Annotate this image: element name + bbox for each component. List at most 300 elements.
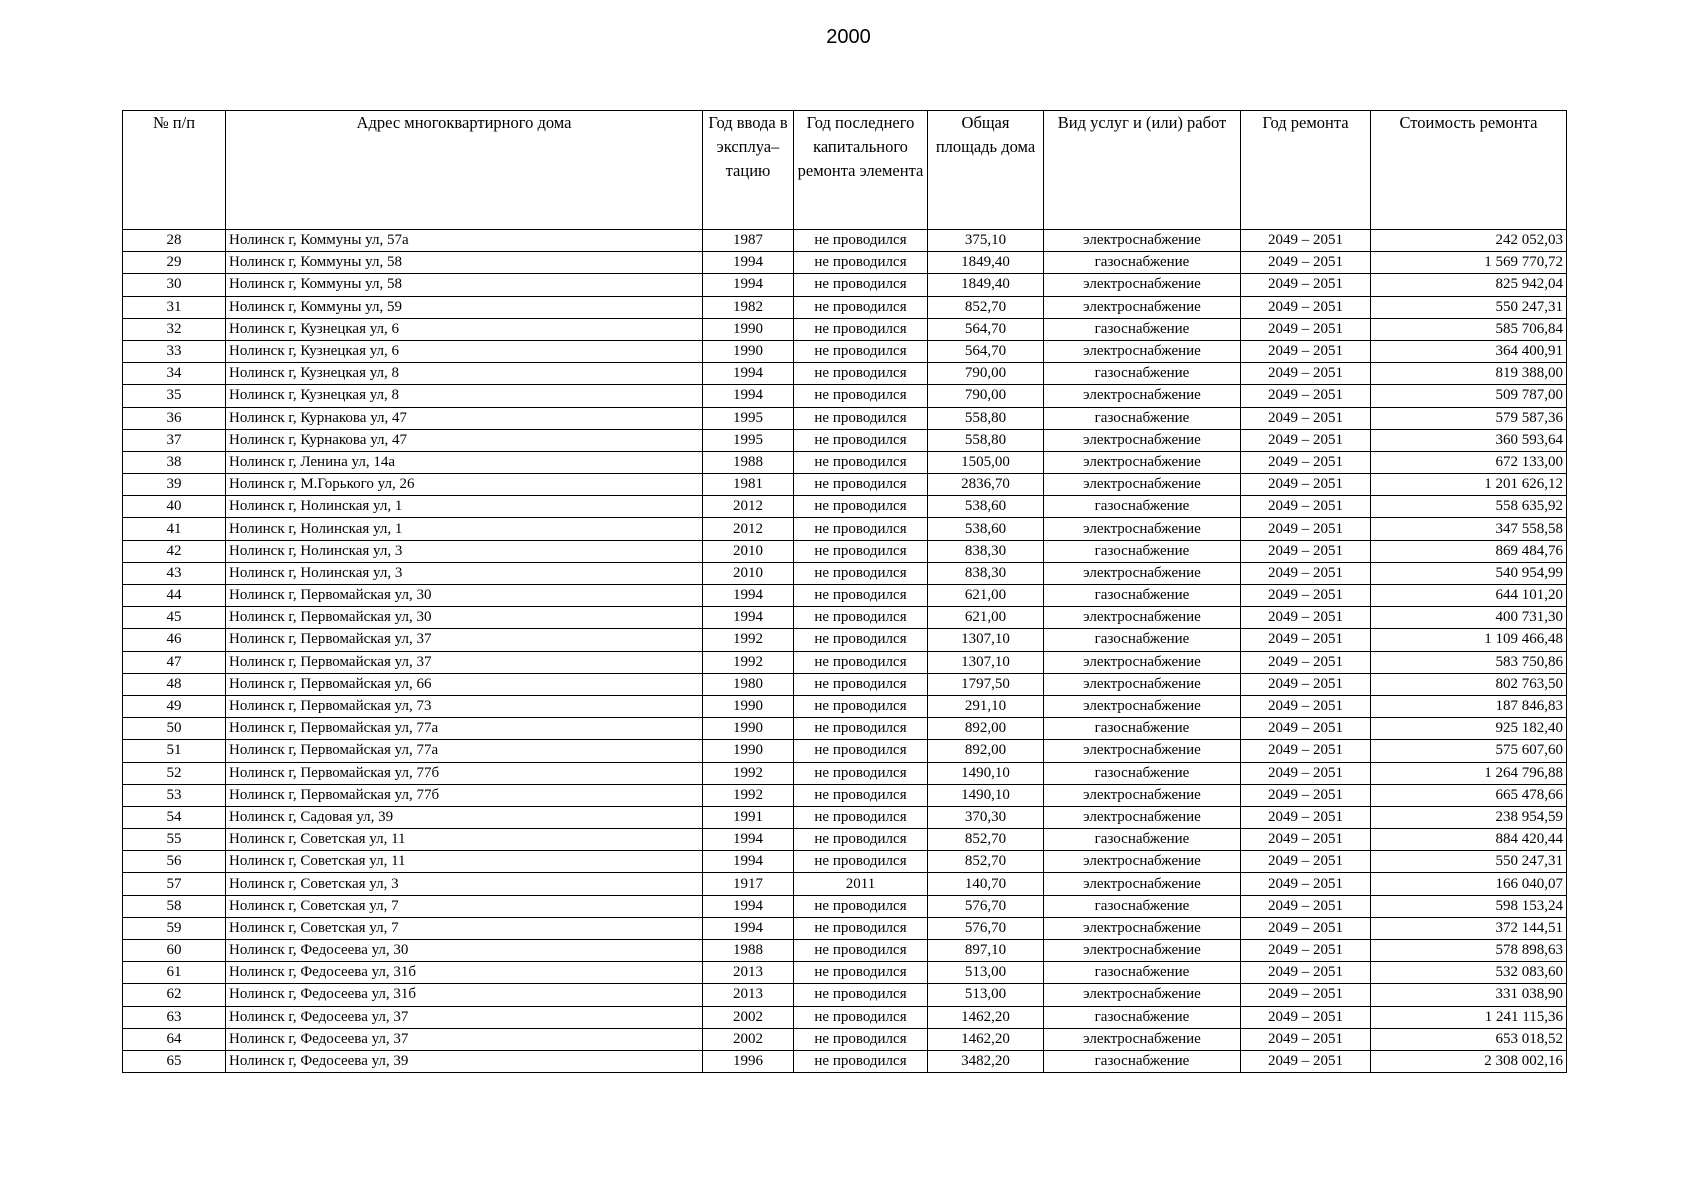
cell-address: Нолинск г, Садовая ул, 39 — [226, 806, 703, 828]
cell-repair-cost: 372 144,51 — [1371, 917, 1567, 939]
cell-row-number: 47 — [123, 651, 226, 673]
table-row — [123, 962, 1567, 984]
header-row-number: № п/п — [123, 111, 226, 230]
cell-row-number: 53 — [123, 784, 226, 806]
cell-address: Нолинск г, Федосеева ул, 37 — [226, 1006, 703, 1028]
table-row — [123, 806, 1567, 828]
cell-total-area: 852,70 — [928, 851, 1044, 873]
cell-last-repair-year: не проводился — [794, 296, 928, 318]
cell-row-number: 45 — [123, 607, 226, 629]
cell-total-area: 375,10 — [928, 230, 1044, 252]
cell-row-number: 31 — [123, 296, 226, 318]
cell-total-area: 1849,40 — [928, 252, 1044, 274]
cell-service-type: электроснабжение — [1044, 607, 1241, 629]
table-row — [123, 363, 1567, 385]
cell-total-area: 897,10 — [928, 940, 1044, 962]
cell-last-repair-year: не проводился — [794, 984, 928, 1006]
cell-address: Нолинск г, Нолинская ул, 3 — [226, 562, 703, 584]
cell-service-type: электроснабжение — [1044, 940, 1241, 962]
cell-address: Нолинск г, Курнакова ул, 47 — [226, 407, 703, 429]
cell-repair-cost: 802 763,50 — [1371, 673, 1567, 695]
cell-row-number: 52 — [123, 762, 226, 784]
cell-service-type: электроснабжение — [1044, 518, 1241, 540]
table-row — [123, 784, 1567, 806]
cell-repair-year: 2049 – 2051 — [1241, 695, 1371, 717]
cell-total-area: 564,70 — [928, 340, 1044, 362]
cell-service-type: электроснабжение — [1044, 451, 1241, 473]
cell-last-repair-year: не проводился — [794, 340, 928, 362]
cell-service-type: газоснабжение — [1044, 895, 1241, 917]
cell-repair-year: 2049 – 2051 — [1241, 496, 1371, 518]
cell-last-repair-year: не проводился — [794, 363, 928, 385]
cell-last-repair-year: не проводился — [794, 474, 928, 496]
table-row — [123, 230, 1567, 252]
cell-address: Нолинск г, М.Горького ул, 26 — [226, 474, 703, 496]
cell-address: Нолинск г, Советская ул, 11 — [226, 851, 703, 873]
cell-repair-cost: 1 569 770,72 — [1371, 252, 1567, 274]
cell-address: Нолинск г, Первомайская ул, 30 — [226, 607, 703, 629]
cell-repair-cost: 1 264 796,88 — [1371, 762, 1567, 784]
cell-address: Нолинск г, Коммуны ул, 57а — [226, 230, 703, 252]
cell-row-number: 33 — [123, 340, 226, 362]
cell-last-repair-year: не проводился — [794, 940, 928, 962]
cell-address: Нолинск г, Первомайская ул, 77а — [226, 740, 703, 762]
cell-year-commissioned: 1991 — [703, 806, 794, 828]
cell-year-commissioned: 1981 — [703, 474, 794, 496]
cell-row-number: 43 — [123, 562, 226, 584]
cell-year-commissioned: 2010 — [703, 562, 794, 584]
cell-year-commissioned: 2012 — [703, 518, 794, 540]
cell-repair-cost: 672 133,00 — [1371, 451, 1567, 473]
cell-address: Нолинск г, Первомайская ул, 73 — [226, 695, 703, 717]
cell-service-type: газоснабжение — [1044, 962, 1241, 984]
cell-service-type: газоснабжение — [1044, 762, 1241, 784]
cell-row-number: 51 — [123, 740, 226, 762]
cell-service-type: газоснабжение — [1044, 318, 1241, 340]
cell-repair-year: 2049 – 2051 — [1241, 562, 1371, 584]
cell-last-repair-year: не проводился — [794, 407, 928, 429]
cell-last-repair-year: не проводился — [794, 695, 928, 717]
cell-year-commissioned: 1988 — [703, 451, 794, 473]
cell-year-commissioned: 1995 — [703, 429, 794, 451]
cell-service-type: газоснабжение — [1044, 829, 1241, 851]
header-last-repair-year: Год последнего капитального ремонта элемента — [794, 111, 928, 230]
cell-year-commissioned: 1994 — [703, 274, 794, 296]
table-row — [123, 474, 1567, 496]
cell-service-type: газоснабжение — [1044, 252, 1241, 274]
cell-year-commissioned: 1994 — [703, 363, 794, 385]
cell-last-repair-year: не проводился — [794, 607, 928, 629]
cell-service-type: электроснабжение — [1044, 474, 1241, 496]
cell-total-area: 140,70 — [928, 873, 1044, 895]
cell-service-type: газоснабжение — [1044, 363, 1241, 385]
table-row — [123, 740, 1567, 762]
cell-year-commissioned: 1994 — [703, 851, 794, 873]
cell-repair-year: 2049 – 2051 — [1241, 607, 1371, 629]
cell-last-repair-year: не проводился — [794, 762, 928, 784]
cell-repair-cost: 579 587,36 — [1371, 407, 1567, 429]
cell-repair-cost: 869 484,76 — [1371, 540, 1567, 562]
cell-address: Нолинск г, Федосеева ул, 31б — [226, 962, 703, 984]
header-repair-cost: Стоимость ремонта — [1371, 111, 1567, 230]
cell-year-commissioned: 1992 — [703, 651, 794, 673]
cell-row-number: 49 — [123, 695, 226, 717]
cell-service-type: газоснабжение — [1044, 407, 1241, 429]
cell-row-number: 41 — [123, 518, 226, 540]
cell-repair-year: 2049 – 2051 — [1241, 651, 1371, 673]
table-row — [123, 252, 1567, 274]
cell-address: Нолинск г, Нолинская ул, 1 — [226, 496, 703, 518]
table-row — [123, 562, 1567, 584]
cell-address: Нолинск г, Курнакова ул, 47 — [226, 429, 703, 451]
cell-row-number: 56 — [123, 851, 226, 873]
cell-last-repair-year: не проводился — [794, 895, 928, 917]
cell-repair-cost: 925 182,40 — [1371, 718, 1567, 740]
cell-row-number: 44 — [123, 585, 226, 607]
cell-repair-cost: 2 308 002,16 — [1371, 1050, 1567, 1072]
cell-service-type: электроснабжение — [1044, 784, 1241, 806]
cell-repair-cost: 1 201 626,12 — [1371, 474, 1567, 496]
cell-service-type: электроснабжение — [1044, 873, 1241, 895]
cell-row-number: 57 — [123, 873, 226, 895]
cell-last-repair-year: не проводился — [794, 851, 928, 873]
cell-year-commissioned: 1988 — [703, 940, 794, 962]
cell-address: Нолинск г, Советская ул, 11 — [226, 829, 703, 851]
cell-year-commissioned: 2002 — [703, 1028, 794, 1050]
cell-total-area: 1490,10 — [928, 784, 1044, 806]
cell-last-repair-year: не проводился — [794, 252, 928, 274]
cell-repair-year: 2049 – 2051 — [1241, 363, 1371, 385]
table-row — [123, 1050, 1567, 1072]
cell-last-repair-year: не проводился — [794, 962, 928, 984]
cell-repair-cost: 819 388,00 — [1371, 363, 1567, 385]
cell-address: Нолинск г, Первомайская ул, 77б — [226, 784, 703, 806]
cell-total-area: 1505,00 — [928, 451, 1044, 473]
cell-year-commissioned: 2010 — [703, 540, 794, 562]
cell-total-area: 564,70 — [928, 318, 1044, 340]
cell-year-commissioned: 1994 — [703, 585, 794, 607]
header-row — [123, 111, 1567, 230]
cell-service-type: электроснабжение — [1044, 740, 1241, 762]
cell-last-repair-year: не проводился — [794, 1050, 928, 1072]
cell-total-area: 1307,10 — [928, 651, 1044, 673]
cell-row-number: 35 — [123, 385, 226, 407]
cell-total-area: 838,30 — [928, 562, 1044, 584]
table-row — [123, 318, 1567, 340]
cell-year-commissioned: 2013 — [703, 962, 794, 984]
cell-last-repair-year: не проводился — [794, 451, 928, 473]
cell-last-repair-year: не проводился — [794, 629, 928, 651]
cell-last-repair-year: не проводился — [794, 740, 928, 762]
cell-address: Нолинск г, Советская ул, 7 — [226, 895, 703, 917]
cell-repair-year: 2049 – 2051 — [1241, 407, 1371, 429]
cell-row-number: 65 — [123, 1050, 226, 1072]
cell-repair-cost: 238 954,59 — [1371, 806, 1567, 828]
cell-total-area: 1849,40 — [928, 274, 1044, 296]
cell-repair-year: 2049 – 2051 — [1241, 340, 1371, 362]
cell-service-type: газоснабжение — [1044, 1050, 1241, 1072]
cell-service-type: газоснабжение — [1044, 496, 1241, 518]
table-row — [123, 940, 1567, 962]
cell-address: Нолинск г, Коммуны ул, 59 — [226, 296, 703, 318]
cell-address: Нолинск г, Первомайская ул, 77б — [226, 762, 703, 784]
cell-repair-year: 2049 – 2051 — [1241, 984, 1371, 1006]
table-body — [123, 230, 1567, 1073]
cell-row-number: 39 — [123, 474, 226, 496]
cell-repair-year: 2049 – 2051 — [1241, 629, 1371, 651]
cell-row-number: 28 — [123, 230, 226, 252]
cell-last-repair-year: 2011 — [794, 873, 928, 895]
cell-year-commissioned: 1990 — [703, 340, 794, 362]
table-row — [123, 585, 1567, 607]
cell-last-repair-year: не проводился — [794, 651, 928, 673]
cell-year-commissioned: 1982 — [703, 296, 794, 318]
cell-row-number: 42 — [123, 540, 226, 562]
cell-row-number: 46 — [123, 629, 226, 651]
table-row — [123, 629, 1567, 651]
cell-repair-year: 2049 – 2051 — [1241, 429, 1371, 451]
cell-last-repair-year: не проводился — [794, 518, 928, 540]
header-address: Адрес многоквартирного дома — [226, 111, 703, 230]
cell-row-number: 61 — [123, 962, 226, 984]
cell-service-type: электроснабжение — [1044, 851, 1241, 873]
cell-row-number: 34 — [123, 363, 226, 385]
cell-total-area: 852,70 — [928, 296, 1044, 318]
cell-last-repair-year: не проводился — [794, 917, 928, 939]
table-row — [123, 673, 1567, 695]
page-number: 2000 — [826, 26, 871, 48]
cell-year-commissioned: 1992 — [703, 762, 794, 784]
cell-last-repair-year: не проводился — [794, 784, 928, 806]
cell-repair-year: 2049 – 2051 — [1241, 851, 1371, 873]
cell-row-number: 62 — [123, 984, 226, 1006]
table-row — [123, 1006, 1567, 1028]
table-row — [123, 984, 1567, 1006]
cell-row-number: 50 — [123, 718, 226, 740]
cell-year-commissioned: 1987 — [703, 230, 794, 252]
table-row — [123, 274, 1567, 296]
cell-repair-cost: 540 954,99 — [1371, 562, 1567, 584]
cell-repair-cost: 575 607,60 — [1371, 740, 1567, 762]
cell-year-commissioned: 1992 — [703, 629, 794, 651]
cell-service-type: газоснабжение — [1044, 629, 1241, 651]
cell-row-number: 63 — [123, 1006, 226, 1028]
cell-repair-year: 2049 – 2051 — [1241, 873, 1371, 895]
cell-year-commissioned: 1990 — [703, 695, 794, 717]
table-row — [123, 1028, 1567, 1050]
cell-row-number: 54 — [123, 806, 226, 828]
cell-address: Нолинск г, Советская ул, 3 — [226, 873, 703, 895]
cell-year-commissioned: 1994 — [703, 252, 794, 274]
cell-address: Нолинск г, Нолинская ул, 1 — [226, 518, 703, 540]
cell-last-repair-year: не проводился — [794, 806, 928, 828]
table-row — [123, 718, 1567, 740]
cell-last-repair-year: не проводился — [794, 496, 928, 518]
cell-repair-cost: 583 750,86 — [1371, 651, 1567, 673]
cell-repair-year: 2049 – 2051 — [1241, 252, 1371, 274]
cell-service-type: электроснабжение — [1044, 1028, 1241, 1050]
cell-total-area: 838,30 — [928, 540, 1044, 562]
cell-service-type: электроснабжение — [1044, 385, 1241, 407]
table-row — [123, 873, 1567, 895]
cell-repair-year: 2049 – 2051 — [1241, 1006, 1371, 1028]
cell-repair-year: 2049 – 2051 — [1241, 385, 1371, 407]
cell-year-commissioned: 2013 — [703, 984, 794, 1006]
table-row — [123, 917, 1567, 939]
cell-last-repair-year: не проводился — [794, 230, 928, 252]
cell-repair-cost: 653 018,52 — [1371, 1028, 1567, 1050]
cell-repair-year: 2049 – 2051 — [1241, 895, 1371, 917]
cell-last-repair-year: не проводился — [794, 1028, 928, 1050]
table-row — [123, 385, 1567, 407]
table-row — [123, 429, 1567, 451]
cell-repair-cost: 187 846,83 — [1371, 695, 1567, 717]
table-row — [123, 540, 1567, 562]
cell-row-number: 48 — [123, 673, 226, 695]
cell-address: Нолинск г, Первомайская ул, 77а — [226, 718, 703, 740]
cell-service-type: электроснабжение — [1044, 695, 1241, 717]
cell-repair-year: 2049 – 2051 — [1241, 784, 1371, 806]
cell-address: Нолинск г, Кузнецкая ул, 8 — [226, 385, 703, 407]
cell-address: Нолинск г, Первомайская ул, 30 — [226, 585, 703, 607]
cell-repair-cost: 825 942,04 — [1371, 274, 1567, 296]
cell-total-area: 1307,10 — [928, 629, 1044, 651]
cell-last-repair-year: не проводился — [794, 1006, 928, 1028]
cell-repair-year: 2049 – 2051 — [1241, 230, 1371, 252]
cell-service-type: электроснабжение — [1044, 917, 1241, 939]
cell-last-repair-year: не проводился — [794, 429, 928, 451]
cell-repair-cost: 578 898,63 — [1371, 940, 1567, 962]
cell-service-type: газоснабжение — [1044, 585, 1241, 607]
cell-row-number: 55 — [123, 829, 226, 851]
cell-address: Нолинск г, Коммуны ул, 58 — [226, 274, 703, 296]
cell-service-type: электроснабжение — [1044, 806, 1241, 828]
cell-year-commissioned: 1990 — [703, 740, 794, 762]
header-total-area: Общая площадь дома — [928, 111, 1044, 230]
cell-row-number: 30 — [123, 274, 226, 296]
header-service-type: Вид услуг и (или) работ — [1044, 111, 1241, 230]
cell-repair-cost: 884 420,44 — [1371, 829, 1567, 851]
cell-year-commissioned: 1994 — [703, 385, 794, 407]
cell-row-number: 36 — [123, 407, 226, 429]
cell-service-type: газоснабжение — [1044, 1006, 1241, 1028]
cell-last-repair-year: не проводился — [794, 585, 928, 607]
header-year-commissioned: Год ввода в эксплуа–тацию — [703, 111, 794, 230]
cell-repair-year: 2049 – 2051 — [1241, 962, 1371, 984]
cell-address: Нолинск г, Федосеева ул, 37 — [226, 1028, 703, 1050]
cell-repair-year: 2049 – 2051 — [1241, 474, 1371, 496]
cell-repair-cost: 644 101,20 — [1371, 585, 1567, 607]
cell-service-type: газоснабжение — [1044, 718, 1241, 740]
cell-service-type: газоснабжение — [1044, 540, 1241, 562]
cell-row-number: 64 — [123, 1028, 226, 1050]
cell-address: Нолинск г, Первомайская ул, 37 — [226, 651, 703, 673]
cell-total-area: 513,00 — [928, 962, 1044, 984]
cell-year-commissioned: 1992 — [703, 784, 794, 806]
table-row — [123, 407, 1567, 429]
cell-year-commissioned: 2002 — [703, 1006, 794, 1028]
cell-year-commissioned: 1994 — [703, 607, 794, 629]
cell-repair-year: 2049 – 2051 — [1241, 296, 1371, 318]
cell-last-repair-year: не проводился — [794, 673, 928, 695]
table-row — [123, 518, 1567, 540]
cell-total-area: 1490,10 — [928, 762, 1044, 784]
cell-service-type: электроснабжение — [1044, 651, 1241, 673]
header-repair-year: Год ремонта — [1241, 111, 1371, 230]
cell-total-area: 790,00 — [928, 363, 1044, 385]
cell-total-area: 790,00 — [928, 385, 1044, 407]
cell-address: Нолинск г, Ленина ул, 14а — [226, 451, 703, 473]
cell-repair-cost: 166 040,07 — [1371, 873, 1567, 895]
cell-row-number: 38 — [123, 451, 226, 473]
cell-repair-cost: 558 635,92 — [1371, 496, 1567, 518]
cell-total-area: 892,00 — [928, 718, 1044, 740]
cell-row-number: 58 — [123, 895, 226, 917]
cell-row-number: 29 — [123, 252, 226, 274]
table-row — [123, 296, 1567, 318]
cell-total-area: 621,00 — [928, 607, 1044, 629]
cell-repair-cost: 242 052,03 — [1371, 230, 1567, 252]
cell-address: Нолинск г, Федосеева ул, 30 — [226, 940, 703, 962]
cell-repair-cost: 400 731,30 — [1371, 607, 1567, 629]
cell-service-type: электроснабжение — [1044, 673, 1241, 695]
cell-repair-cost: 364 400,91 — [1371, 340, 1567, 362]
cell-address: Нолинск г, Первомайская ул, 66 — [226, 673, 703, 695]
cell-row-number: 40 — [123, 496, 226, 518]
cell-year-commissioned: 1990 — [703, 718, 794, 740]
table-row — [123, 829, 1567, 851]
cell-repair-cost: 1 241 115,36 — [1371, 1006, 1567, 1028]
cell-repair-cost: 1 109 466,48 — [1371, 629, 1567, 651]
cell-repair-cost: 331 038,90 — [1371, 984, 1567, 1006]
table-row — [123, 895, 1567, 917]
cell-repair-year: 2049 – 2051 — [1241, 940, 1371, 962]
cell-last-repair-year: не проводился — [794, 562, 928, 584]
cell-repair-year: 2049 – 2051 — [1241, 274, 1371, 296]
cell-total-area: 576,70 — [928, 895, 1044, 917]
cell-year-commissioned: 1995 — [703, 407, 794, 429]
cell-repair-year: 2049 – 2051 — [1241, 917, 1371, 939]
cell-repair-year: 2049 – 2051 — [1241, 673, 1371, 695]
cell-total-area: 538,60 — [928, 518, 1044, 540]
cell-service-type: электроснабжение — [1044, 296, 1241, 318]
cell-year-commissioned: 1990 — [703, 318, 794, 340]
repair-schedule-table — [122, 110, 1567, 1073]
cell-repair-cost: 347 558,58 — [1371, 518, 1567, 540]
cell-total-area: 558,80 — [928, 407, 1044, 429]
cell-repair-cost: 665 478,66 — [1371, 784, 1567, 806]
cell-service-type: электроснабжение — [1044, 230, 1241, 252]
cell-repair-year: 2049 – 2051 — [1241, 1050, 1371, 1072]
cell-year-commissioned: 1994 — [703, 895, 794, 917]
cell-total-area: 3482,20 — [928, 1050, 1044, 1072]
cell-total-area: 892,00 — [928, 740, 1044, 762]
cell-total-area: 291,10 — [928, 695, 1044, 717]
cell-total-area: 370,30 — [928, 806, 1044, 828]
cell-last-repair-year: не проводился — [794, 385, 928, 407]
cell-repair-year: 2049 – 2051 — [1241, 806, 1371, 828]
table-row — [123, 651, 1567, 673]
cell-row-number: 32 — [123, 318, 226, 340]
cell-year-commissioned: 1996 — [703, 1050, 794, 1072]
cell-year-commissioned: 1994 — [703, 829, 794, 851]
cell-repair-year: 2049 – 2051 — [1241, 318, 1371, 340]
table-row — [123, 695, 1567, 717]
table-row — [123, 851, 1567, 873]
cell-repair-year: 2049 – 2051 — [1241, 740, 1371, 762]
cell-row-number: 60 — [123, 940, 226, 962]
cell-total-area: 852,70 — [928, 829, 1044, 851]
